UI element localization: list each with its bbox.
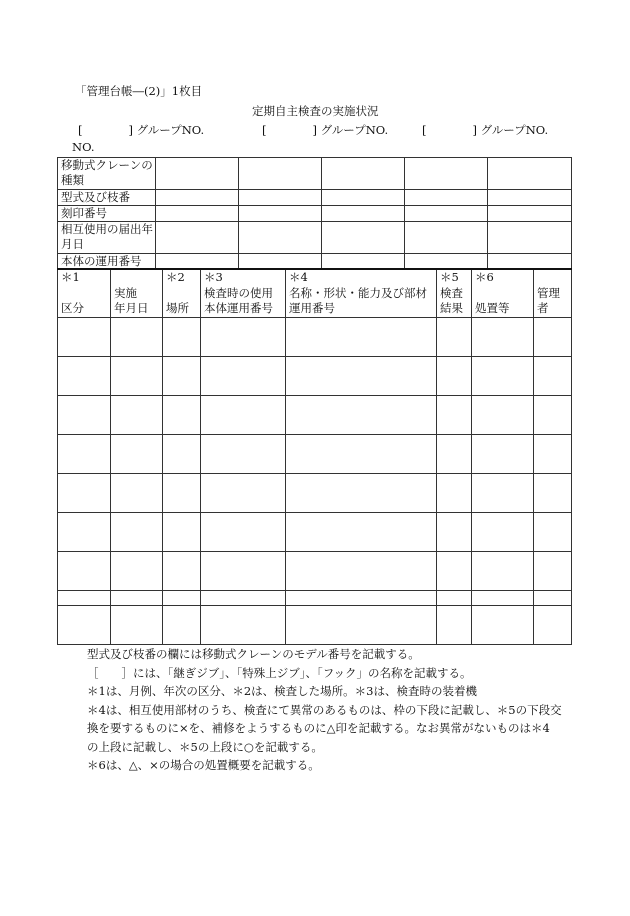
input-cell[interactable] xyxy=(405,190,488,206)
header-label: 場所 xyxy=(166,301,189,315)
header-mark xyxy=(537,270,571,285)
input-cell[interactable] xyxy=(472,435,534,474)
input-cell[interactable] xyxy=(437,606,472,645)
input-cell[interactable] xyxy=(239,158,322,190)
input-cell[interactable] xyxy=(472,396,534,435)
note: ＊1は、月例、年次の区分、＊2は、検査した場所。＊3は、検査時の装着機 xyxy=(87,684,477,698)
inspection-table xyxy=(57,268,572,645)
input-cell[interactable] xyxy=(534,435,572,474)
row-label: 本体の運用番号 xyxy=(58,254,156,270)
input-cell[interactable] xyxy=(322,190,405,206)
page-title: 定期自主検査の実施状況 xyxy=(252,104,379,118)
input-cell[interactable] xyxy=(111,435,163,474)
header-label: 検査 結果 xyxy=(440,286,463,315)
input-cell[interactable] xyxy=(163,513,201,552)
crane-info-table xyxy=(57,157,572,270)
header-row xyxy=(58,269,572,318)
input-cell[interactable] xyxy=(201,591,286,606)
input-cell[interactable] xyxy=(472,552,534,591)
input-cell[interactable] xyxy=(156,206,239,222)
header-mark: ＊5 xyxy=(440,270,459,284)
input-cell[interactable] xyxy=(58,552,111,591)
table-row xyxy=(58,435,572,474)
ledger-label: 「管理台帳―(2)」1枚目 xyxy=(75,84,203,98)
input-cell[interactable] xyxy=(201,606,286,645)
input-cell[interactable] xyxy=(472,591,534,606)
header-label: 実施 年月日 xyxy=(114,286,149,315)
input-cell[interactable] xyxy=(111,552,163,591)
input-cell[interactable] xyxy=(201,396,286,435)
input-cell[interactable] xyxy=(201,318,286,357)
table-row xyxy=(58,318,572,357)
input-cell[interactable] xyxy=(239,206,322,222)
header-label: 区分 xyxy=(61,301,84,315)
column-header xyxy=(201,269,286,318)
input-cell[interactable] xyxy=(472,474,534,513)
input-cell[interactable] xyxy=(286,396,437,435)
input-cell[interactable] xyxy=(472,513,534,552)
input-cell[interactable] xyxy=(201,552,286,591)
input-cell[interactable] xyxy=(437,591,472,606)
header-mark: ＊1 xyxy=(61,270,80,284)
input-cell[interactable] xyxy=(58,435,111,474)
input-cell[interactable] xyxy=(111,318,163,357)
input-cell[interactable] xyxy=(163,606,201,645)
input-cell[interactable] xyxy=(58,474,111,513)
input-cell[interactable] xyxy=(286,552,437,591)
table-row xyxy=(58,357,572,396)
input-cell[interactable] xyxy=(534,396,572,435)
input-cell[interactable] xyxy=(163,435,201,474)
column-header xyxy=(58,269,111,318)
input-cell[interactable] xyxy=(322,206,405,222)
input-cell[interactable] xyxy=(534,513,572,552)
input-cell[interactable] xyxy=(437,396,472,435)
table-row xyxy=(58,474,572,513)
header-mark: ＊2 xyxy=(166,270,185,284)
row-label: 相互使用の届出年月日 xyxy=(58,222,156,254)
input-cell[interactable] xyxy=(58,318,111,357)
input-cell[interactable] xyxy=(163,396,201,435)
note: の上段に記載し、＊5の上段に○を記載する。 xyxy=(87,739,323,754)
input-cell[interactable] xyxy=(239,190,322,206)
note: ［ ］には、「継ぎジブ」、「特殊上ジブ」、「フック」の名称を記載する。 xyxy=(87,665,472,680)
input-cell[interactable] xyxy=(286,318,437,357)
row-label: 刻印番号 xyxy=(58,206,156,222)
table-row xyxy=(58,606,572,645)
input-cell[interactable] xyxy=(286,591,437,606)
row-label: 型式及び枝番 xyxy=(58,190,156,206)
input-cell[interactable] xyxy=(201,357,286,396)
group-label-2: [ ] グループNO. xyxy=(262,123,389,137)
table-row xyxy=(58,513,572,552)
column-header xyxy=(534,269,572,318)
input-cell[interactable] xyxy=(534,552,572,591)
table-row xyxy=(58,158,572,190)
column-header xyxy=(472,269,534,318)
input-cell[interactable] xyxy=(534,606,572,645)
note: ＊4は、相互使用部材のうち、検査にて異常のあるものは、枠の下段に記載し、＊5の下段交 xyxy=(87,702,562,717)
group-label-3: [ ] グループNO. xyxy=(422,123,549,137)
input-cell[interactable] xyxy=(286,474,437,513)
note: 型式及び枝番の欄には移動式クレーンのモデル番号を記載する。 xyxy=(87,647,420,661)
header-mark: ＊4 xyxy=(289,270,308,284)
input-cell[interactable] xyxy=(286,606,437,645)
input-cell[interactable] xyxy=(534,474,572,513)
header-label: 名称・形状・能力及び部材 運用番号 xyxy=(289,286,427,315)
no-label: NO. xyxy=(72,140,95,154)
input-cell[interactable] xyxy=(437,318,472,357)
input-cell[interactable] xyxy=(472,318,534,357)
input-cell[interactable] xyxy=(156,190,239,206)
input-cell[interactable] xyxy=(156,158,239,190)
input-cell[interactable] xyxy=(488,190,572,206)
input-cell[interactable] xyxy=(534,591,572,606)
input-cell[interactable] xyxy=(437,357,472,396)
input-cell[interactable] xyxy=(163,474,201,513)
table-row xyxy=(58,591,572,606)
table-row xyxy=(58,222,572,254)
input-cell[interactable] xyxy=(286,357,437,396)
row-label: 移動式クレーンの種類 xyxy=(58,158,156,190)
note: ＊6は、△、×の場合の処置概要を記載する。 xyxy=(87,758,320,772)
input-cell[interactable] xyxy=(405,222,488,254)
table-row xyxy=(58,206,572,222)
group-label-1: [ ] グループNO. xyxy=(78,123,205,137)
note: 換を要するものに×を、補修をようするものに△印を記載する。なお異常がないものは＊4 xyxy=(87,721,550,735)
column-header xyxy=(286,269,437,318)
input-cell[interactable] xyxy=(488,158,572,190)
input-cell[interactable] xyxy=(437,435,472,474)
input-cell[interactable] xyxy=(322,222,405,254)
header-mark: ＊6 xyxy=(475,270,494,284)
input-cell[interactable] xyxy=(472,606,534,645)
header-label: 管理 者 xyxy=(537,286,560,315)
input-cell[interactable] xyxy=(111,474,163,513)
header-mark: ＊3 xyxy=(204,270,223,284)
table-row xyxy=(58,552,572,591)
input-cell[interactable] xyxy=(437,474,472,513)
input-cell[interactable] xyxy=(111,396,163,435)
input-cell[interactable] xyxy=(163,318,201,357)
input-cell[interactable] xyxy=(58,396,111,435)
table-row xyxy=(58,396,572,435)
input-cell[interactable] xyxy=(405,206,488,222)
input-cell[interactable] xyxy=(163,591,201,606)
header-label: 処置等 xyxy=(475,301,510,315)
column-header xyxy=(437,269,472,318)
input-cell[interactable] xyxy=(534,357,572,396)
input-cell[interactable] xyxy=(111,513,163,552)
input-cell[interactable] xyxy=(488,222,572,254)
input-cell[interactable] xyxy=(58,606,111,645)
input-cell[interactable] xyxy=(405,158,488,190)
input-cell[interactable] xyxy=(488,206,572,222)
input-cell[interactable] xyxy=(111,591,163,606)
column-header xyxy=(111,269,163,318)
input-cell[interactable] xyxy=(437,513,472,552)
column-header xyxy=(163,269,201,318)
input-cell[interactable] xyxy=(472,357,534,396)
input-cell[interactable] xyxy=(322,158,405,190)
input-cell[interactable] xyxy=(534,318,572,357)
input-cell[interactable] xyxy=(286,513,437,552)
notes xyxy=(87,645,577,775)
input-cell[interactable] xyxy=(156,222,239,254)
input-cell[interactable] xyxy=(286,435,437,474)
input-cell[interactable] xyxy=(58,513,111,552)
input-cell[interactable] xyxy=(239,222,322,254)
input-cell[interactable] xyxy=(58,357,111,396)
header-mark xyxy=(114,270,162,285)
input-cell[interactable] xyxy=(163,552,201,591)
input-cell[interactable] xyxy=(163,357,201,396)
input-cell[interactable] xyxy=(201,513,286,552)
input-cell[interactable] xyxy=(111,357,163,396)
input-cell[interactable] xyxy=(111,606,163,645)
table-row xyxy=(58,190,572,206)
input-cell[interactable] xyxy=(201,435,286,474)
header-label: 検査時の使用 本体運用番号 xyxy=(204,286,273,315)
input-cell[interactable] xyxy=(201,474,286,513)
input-cell[interactable] xyxy=(58,591,111,606)
input-cell[interactable] xyxy=(437,552,472,591)
